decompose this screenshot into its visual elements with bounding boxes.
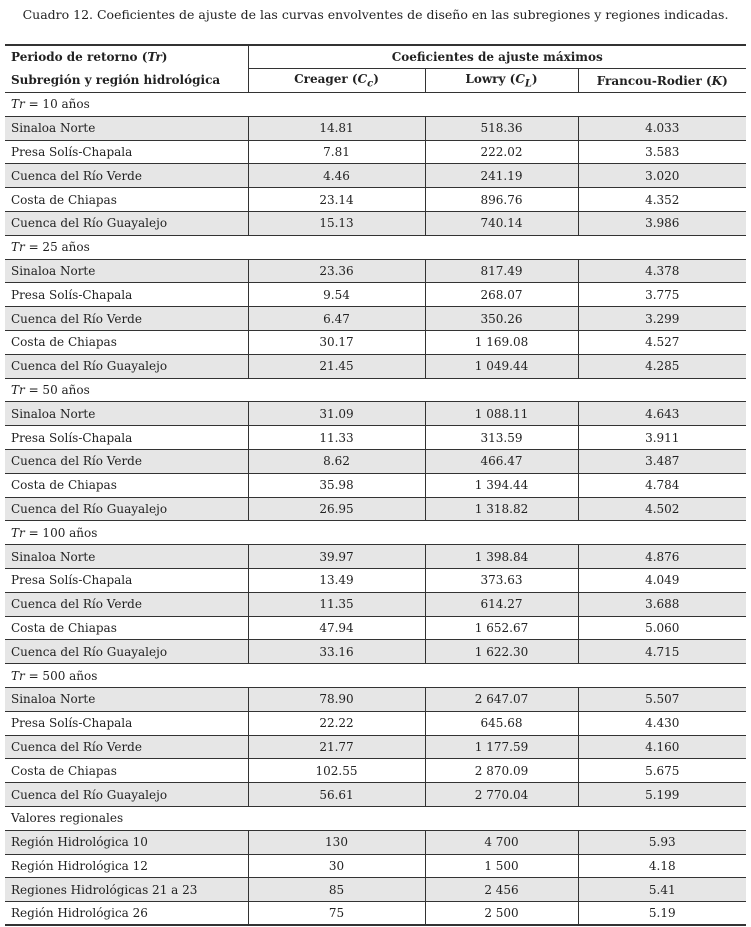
region-name: Presa Solís-Chapala — [5, 426, 248, 450]
francou-rodier-value: 4.352 — [578, 188, 746, 212]
creager-value: 26.95 — [248, 497, 425, 521]
francou-rodier-value: 4.033 — [578, 116, 746, 140]
lowry-value: 614.27 — [425, 592, 578, 616]
francou-rodier-value: 3.299 — [578, 307, 746, 331]
lowry-value: 2 456 — [425, 878, 578, 902]
lowry-value: 1 177.59 — [425, 735, 578, 759]
region-name: Sinaloa Norte — [5, 688, 248, 712]
francou-rodier-value: 3.986 — [578, 212, 746, 236]
table-row — [5, 307, 746, 331]
francou-rodier-value: 5.93 — [578, 830, 746, 854]
francou-rodier-value: 4.876 — [578, 545, 746, 569]
creager-value: 78.90 — [248, 688, 425, 712]
francou-rodier-value: 4.160 — [578, 735, 746, 759]
region-name: Costa de Chiapas — [5, 759, 248, 783]
region-name: Sinaloa Norte — [5, 116, 248, 140]
francou-rodier-value: 3.688 — [578, 592, 746, 616]
region-name: Cuenca del Río Verde — [5, 735, 248, 759]
section-label-italic: Tr — [11, 525, 25, 540]
table-row — [5, 116, 746, 140]
table-caption: Cuadro 12. Coeficientes de ajuste de las curvas envolventes de diseño en las subregiones y regiones indicadas. — [22, 7, 729, 22]
creager-value: 8.62 — [248, 450, 425, 474]
table-row — [5, 212, 746, 236]
francou-rodier-value: 4.527 — [578, 331, 746, 355]
creager-header: Creager $(C_c)$ — [248, 69, 425, 93]
francou-rodier-value: 3.911 — [578, 426, 746, 450]
creager-value: 47.94 — [248, 616, 425, 640]
region-name: Presa Solís-Chapala — [5, 569, 248, 593]
region-name: Sinaloa Norte — [5, 402, 248, 426]
region-name: Región Hidrológica 12 — [5, 854, 248, 878]
return-period-header: Periodo de retorno (Tr) — [11, 50, 168, 65]
francou-rodier-value: 3.020 — [578, 164, 746, 188]
francou-rodier-value: 3.775 — [578, 283, 746, 307]
creager-value: 102.55 — [248, 759, 425, 783]
francou-rodier-value: 5.199 — [578, 783, 746, 807]
creager-value: 22.22 — [248, 711, 425, 735]
region-name: Presa Solís-Chapala — [5, 140, 248, 164]
francou-rodier-value: 4.715 — [578, 640, 746, 664]
creager-value: 85 — [248, 878, 425, 902]
region-name: Región Hidrológica 26 — [5, 902, 248, 926]
creager-value: 13.49 — [248, 569, 425, 593]
francou-rodier-value: 3.583 — [578, 140, 746, 164]
region-name: Costa de Chiapas — [5, 616, 248, 640]
creager-value: 7.81 — [248, 140, 425, 164]
coefficients-table — [5, 44, 746, 926]
creager-value: 39.97 — [248, 545, 425, 569]
table-row — [5, 331, 746, 355]
francou-rodier-value: 4.049 — [578, 569, 746, 593]
section-row — [5, 664, 746, 688]
table-row — [5, 497, 746, 521]
table-row — [5, 711, 746, 735]
region-name: Costa de Chiapas — [5, 473, 248, 497]
creager-value: 31.09 — [248, 402, 425, 426]
section-label-italic: Tr — [11, 97, 25, 112]
section-row — [5, 93, 746, 117]
francou-rodier-value: 3.487 — [578, 450, 746, 474]
region-header: Subregión y región hidrológica — [11, 73, 221, 88]
section-label-text: Valores regionales — [11, 811, 124, 826]
francou-rodier-value: 5.675 — [578, 759, 746, 783]
creager-value: 11.33 — [248, 426, 425, 450]
creager-value: 23.14 — [248, 188, 425, 212]
section-label-text: = 100 años — [24, 525, 98, 540]
creager-value: 35.98 — [248, 473, 425, 497]
region-name: Cuenca del Río Guayalejo — [5, 354, 248, 378]
creager-value: 15.13 — [248, 212, 425, 236]
creager-value: 21.45 — [248, 354, 425, 378]
lowry-value: 1 398.84 — [425, 545, 578, 569]
creager-value: 56.61 — [248, 783, 425, 807]
table-row — [5, 259, 746, 283]
table-row — [5, 878, 746, 902]
table-row — [5, 783, 746, 807]
region-name: Presa Solís-Chapala — [5, 283, 248, 307]
region-name: Sinaloa Norte — [5, 259, 248, 283]
lowry-value: 1 049.44 — [425, 354, 578, 378]
lowry-value: 2 770.04 — [425, 783, 578, 807]
lowry-value: 313.59 — [425, 426, 578, 450]
lowry-value: 222.02 — [425, 140, 578, 164]
lowry-value: 2 500 — [425, 902, 578, 926]
francou-rodier-value: 5.19 — [578, 902, 746, 926]
francou-rodier-value: 5.41 — [578, 878, 746, 902]
creager-value: 30.17 — [248, 331, 425, 355]
table-row — [5, 450, 746, 474]
region-name: Cuenca del Río Guayalejo — [5, 640, 248, 664]
table-row — [5, 854, 746, 878]
table-row — [5, 164, 746, 188]
creager-value: 33.16 — [248, 640, 425, 664]
francou-rodier-value: 4.502 — [578, 497, 746, 521]
table-row — [5, 140, 746, 164]
section-label-italic: Tr — [11, 383, 25, 398]
table-row — [5, 902, 746, 926]
section-row — [5, 807, 746, 831]
section-row — [5, 378, 746, 402]
creager-value: 21.77 — [248, 735, 425, 759]
section-label-italic: Tr — [11, 668, 25, 683]
creager-value: 9.54 — [248, 283, 425, 307]
region-name: Cuenca del Río Verde — [5, 307, 248, 331]
region-name: Costa de Chiapas — [5, 188, 248, 212]
lowry-value: 241.19 — [425, 164, 578, 188]
table-row — [5, 354, 746, 378]
lowry-value: 817.49 — [425, 259, 578, 283]
lowry-value: 1 622.30 — [425, 640, 578, 664]
lowry-value: 350.26 — [425, 307, 578, 331]
lowry-value: 2 870.09 — [425, 759, 578, 783]
coefficients-group-header: Coeficientes de ajuste máximos — [248, 45, 746, 69]
lowry-value: 373.63 — [425, 569, 578, 593]
section-label-text: = 10 años — [24, 97, 90, 112]
lowry-value: 466.47 — [425, 450, 578, 474]
lowry-value: 645.68 — [425, 711, 578, 735]
region-name: Cuenca del Río Guayalejo — [5, 497, 248, 521]
lowry-value: 268.07 — [425, 283, 578, 307]
creager-value: 23.36 — [248, 259, 425, 283]
francou-rodier-value: 4.643 — [578, 402, 746, 426]
table-row — [5, 616, 746, 640]
lowry-value: 2 647.07 — [425, 688, 578, 712]
table-row — [5, 283, 746, 307]
region-name: Costa de Chiapas — [5, 331, 248, 355]
section-label — [5, 807, 746, 831]
francou-rodier-value: 5.507 — [578, 688, 746, 712]
table-row — [5, 592, 746, 616]
francou-rodier-value: 4.285 — [578, 354, 746, 378]
francou-rodier-value: 4.378 — [578, 259, 746, 283]
lowry-value: 1 088.11 — [425, 402, 578, 426]
lowry-value: 1 318.82 — [425, 497, 578, 521]
lowry-value: 896.76 — [425, 188, 578, 212]
lowry-value: 1 500 — [425, 854, 578, 878]
francou-rodier-value: 4.430 — [578, 711, 746, 735]
lowry-value: 1 169.08 — [425, 331, 578, 355]
table-row — [5, 473, 746, 497]
lowry-value: 1 652.67 — [425, 616, 578, 640]
table-row — [5, 188, 746, 212]
section-label — [5, 521, 746, 545]
section-label — [5, 235, 746, 259]
section-label-italic: Tr — [11, 240, 25, 255]
lowry-header: Lowry $(C_L)$ — [425, 69, 578, 93]
table-row — [5, 426, 746, 450]
table-row — [5, 402, 746, 426]
creager-value: 6.47 — [248, 307, 425, 331]
section-label-text: = 500 años — [24, 668, 98, 683]
region-name: Región Hidrológica 10 — [5, 830, 248, 854]
table-row — [5, 830, 746, 854]
section-label — [5, 93, 746, 117]
table-row — [5, 545, 746, 569]
francou-rodier-value: 4.18 — [578, 854, 746, 878]
creager-value: 14.81 — [248, 116, 425, 140]
region-name: Regiones Hidrológicas 21 a 23 — [5, 878, 248, 902]
francou-rodier-value: 4.784 — [578, 473, 746, 497]
creager-value: 4.46 — [248, 164, 425, 188]
lowry-value: 740.14 — [425, 212, 578, 236]
region-name: Cuenca del Río Verde — [5, 592, 248, 616]
region-name: Cuenca del Río Guayalejo — [5, 212, 248, 236]
section-label-text: = 50 años — [24, 383, 90, 398]
lowry-value: 518.36 — [425, 116, 578, 140]
francou-rodier-header: Francou-Rodier (K) — [578, 69, 746, 93]
region-name: Presa Solís-Chapala — [5, 711, 248, 735]
creager-value: 11.35 — [248, 592, 425, 616]
region-name: Sinaloa Norte — [5, 545, 248, 569]
section-row — [5, 235, 746, 259]
section-row — [5, 521, 746, 545]
region-name: Cuenca del Río Verde — [5, 164, 248, 188]
francou-rodier-value: 5.060 — [578, 616, 746, 640]
region-name: Cuenca del Río Verde — [5, 450, 248, 474]
table-row — [5, 759, 746, 783]
table-row — [5, 735, 746, 759]
section-label — [5, 664, 746, 688]
table-row — [5, 569, 746, 593]
region-name: Cuenca del Río Guayalejo — [5, 783, 248, 807]
section-label — [5, 378, 746, 402]
lowry-value: 4 700 — [425, 830, 578, 854]
creager-value: 75 — [248, 902, 425, 926]
creager-value: 130 — [248, 830, 425, 854]
table-row — [5, 688, 746, 712]
section-label-text: = 25 años — [24, 240, 90, 255]
lowry-value: 1 394.44 — [425, 473, 578, 497]
table-row — [5, 640, 746, 664]
creager-value: 30 — [248, 854, 425, 878]
